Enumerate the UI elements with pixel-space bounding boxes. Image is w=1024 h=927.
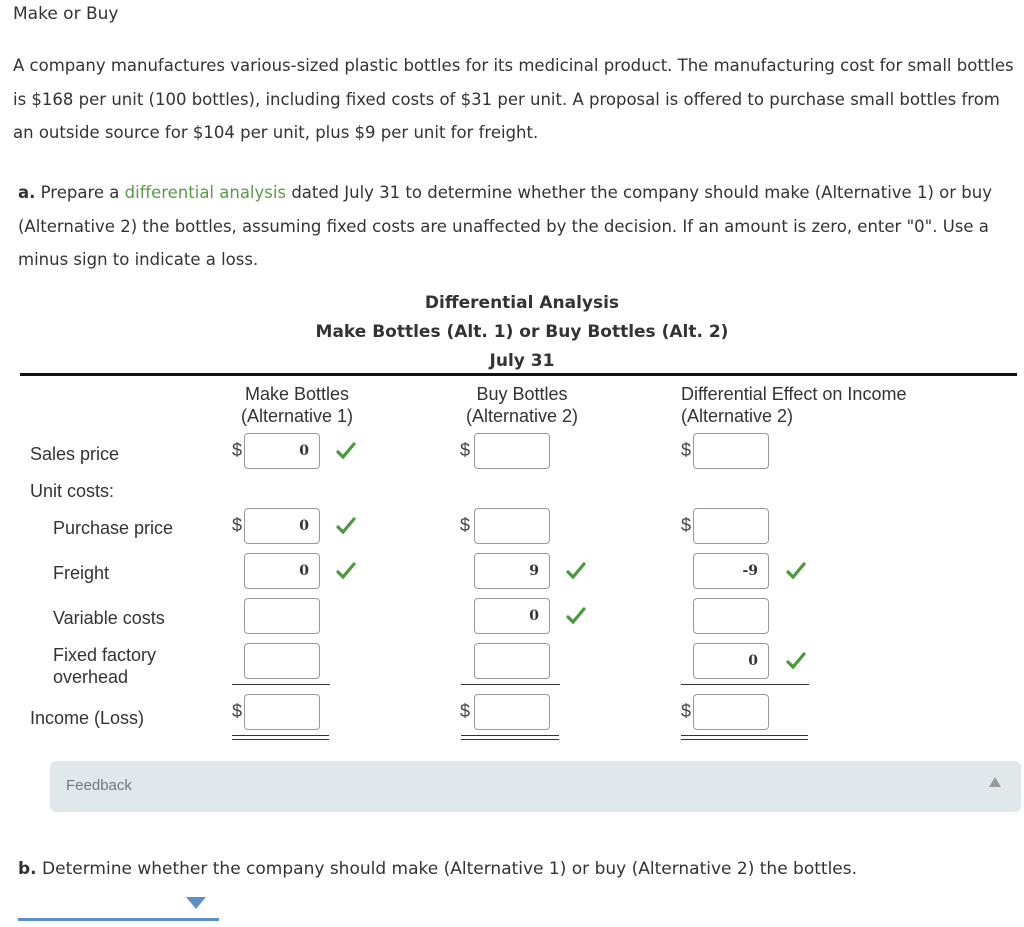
feedback-panel[interactable] — [50, 761, 1021, 812]
row-label-unit-costs: Unit costs: — [30, 481, 115, 501]
dollar-sign: $ — [681, 701, 692, 721]
analysis-subheading: Make Bottles (Alt. 1) or Buy Bottles (Alt. 2) — [315, 322, 729, 342]
correct-check-icon — [566, 562, 586, 580]
fixed-overhead-differential-input[interactable]: 0 — [693, 643, 769, 679]
variable-costs-differential-input[interactable] — [693, 598, 769, 634]
purchase-price-make-input[interactable]: 0 — [244, 508, 320, 544]
total-double-rule — [232, 735, 329, 740]
total-double-rule — [681, 735, 808, 740]
analysis-heading: Differential Analysis — [424, 293, 620, 313]
freight-buy-input[interactable]: 9 — [474, 553, 550, 589]
row-label-sales-price: Sales price — [30, 444, 120, 464]
problem-intro: A company manufactures various-sized plastic bottles for its medicinal product. The manufacturing cost for small bottles is $168 per unit (100 bottles), including fixed costs of $31 per unit. A proposal is offered to purchase small bottles from an outside source for $104 per unit, plus $9 per unit for freight. — [13, 56, 1014, 142]
part-a-label: a. — [18, 183, 36, 202]
col-header-differential: Differential Effect on Income (Alternative 2) — [681, 384, 907, 426]
subtotal-rule — [461, 684, 560, 685]
part-b-instructions — [18, 853, 857, 886]
total-double-rule — [461, 735, 559, 740]
part-b-text: Determine whether the company should make (Alternative 1) or buy (Alternative 2) the bottles. — [36, 859, 858, 879]
sales-price-differential-input[interactable] — [693, 433, 769, 469]
correct-check-icon — [336, 442, 356, 460]
dollar-sign: $ — [232, 440, 243, 460]
feedback-label: Feedback — [66, 777, 132, 794]
correct-check-icon — [566, 607, 586, 625]
differential-analysis-link[interactable]: differential analysis — [124, 183, 287, 202]
header-rule — [20, 373, 1017, 376]
income-make-input[interactable] — [244, 694, 320, 730]
freight-differential-input[interactable]: -9 — [693, 553, 769, 589]
fixed-overhead-buy-input[interactable] — [474, 643, 550, 679]
subtotal-rule — [232, 684, 330, 685]
expand-arrow-icon[interactable] — [989, 777, 1001, 787]
correct-check-icon — [786, 652, 806, 670]
sales-price-buy-input[interactable] — [474, 433, 550, 469]
dropdown-arrow-icon — [186, 897, 206, 909]
dollar-sign: $ — [232, 515, 243, 535]
col-header-buy: Buy Bottles (Alternative 2) — [465, 384, 579, 426]
dollar-sign: $ — [681, 515, 692, 535]
variable-costs-buy-input[interactable]: 0 — [474, 598, 550, 634]
correct-check-icon — [336, 517, 356, 535]
part-b-label: b. — [18, 859, 37, 879]
purchase-price-differential-input[interactable] — [693, 508, 769, 544]
variable-costs-make-input[interactable] — [244, 598, 320, 634]
freight-make-input[interactable]: 0 — [244, 553, 320, 589]
col-header-make: Make Bottles (Alternative 1) — [240, 384, 354, 426]
dollar-sign: $ — [460, 515, 471, 535]
dollar-sign: $ — [460, 440, 471, 460]
purchase-price-buy-input[interactable] — [474, 508, 550, 544]
correct-check-icon — [336, 562, 356, 580]
income-differential-input[interactable] — [693, 694, 769, 730]
fixed-overhead-make-input[interactable] — [244, 643, 320, 679]
page-title: Make or Buy — [13, 4, 119, 24]
correct-check-icon — [786, 562, 806, 580]
part-a-instructions — [18, 176, 1023, 277]
row-label-purchase-price: Purchase price — [53, 518, 174, 538]
income-buy-input[interactable] — [474, 694, 550, 730]
part-a-text-2: dated July 31 to determine whether the company should make (Alternative 1) or buy (Alternative 2) the bottles, assuming fixed costs are unaffected by the decision. If an amount is zero, enter "0". Use a minus sign to indicate a loss. — [18, 183, 992, 269]
sales-price-make-input[interactable]: 0 — [244, 433, 320, 469]
dollar-sign: $ — [460, 701, 471, 721]
row-label-variable-costs: Variable costs — [53, 608, 165, 628]
row-label-income: Income (Loss) — [30, 708, 145, 728]
row-label-freight: Freight — [53, 563, 110, 583]
analysis-date: July 31 — [489, 351, 555, 371]
dollar-sign: $ — [232, 701, 243, 721]
row-label-fixed-overhead: Fixed factory overhead — [53, 645, 157, 687]
make-or-buy-select[interactable] — [18, 893, 219, 921]
dollar-sign: $ — [681, 440, 692, 460]
part-a-text: Prepare a — [35, 183, 125, 202]
subtotal-rule — [681, 684, 809, 685]
